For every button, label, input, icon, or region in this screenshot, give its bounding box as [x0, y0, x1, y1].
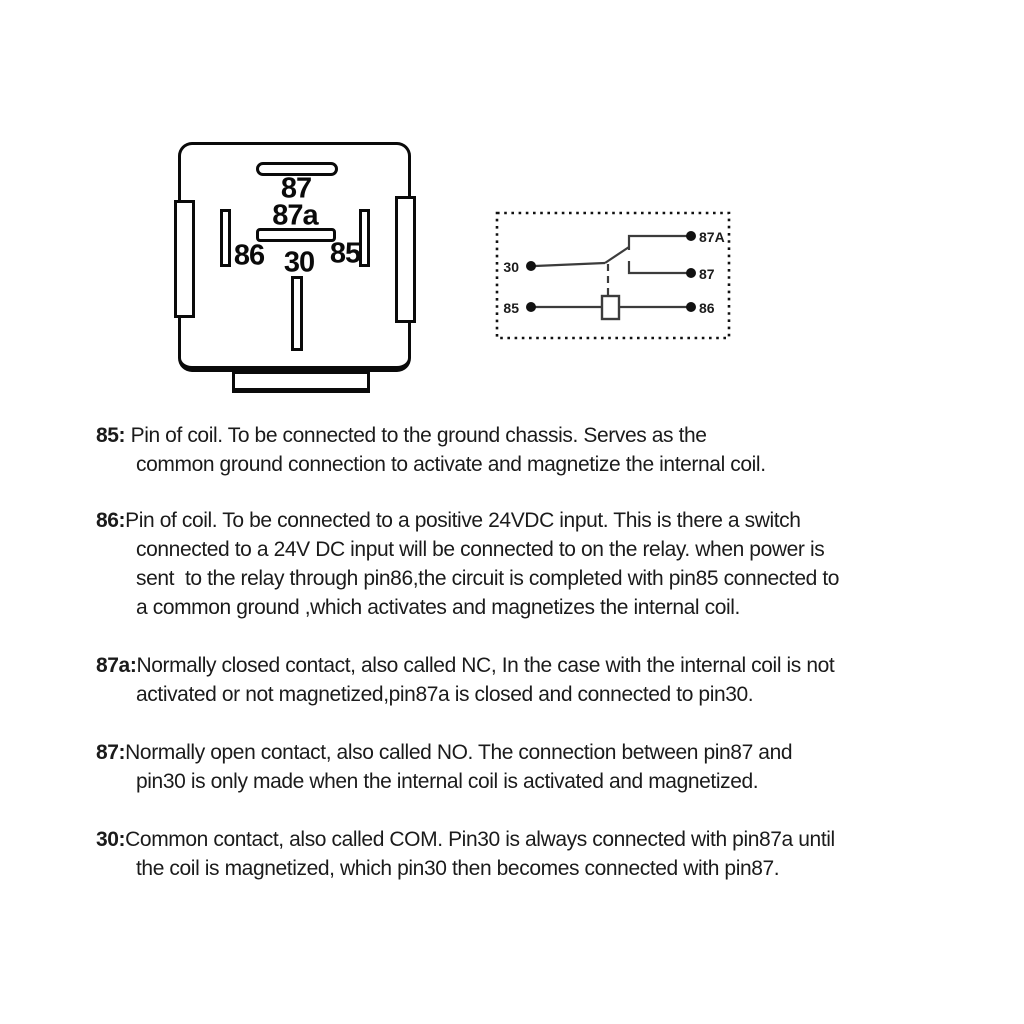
description-line: a common ground ,which activates and magnetizes the internal coil.	[136, 596, 740, 619]
description-line: 86:Pin of coil. To be connected to a positive 24VDC input. This is there a switch	[96, 509, 801, 532]
pin-87a-label: 87a:	[96, 654, 137, 677]
wire-87	[629, 261, 691, 273]
terminal-dot-30	[526, 261, 536, 271]
switch-arm	[605, 247, 629, 263]
pin-86-description	[96, 506, 839, 622]
relay-circuit-schematic	[490, 200, 750, 355]
schematic-label-87: 87	[699, 266, 715, 282]
wire-30	[535, 263, 605, 266]
pin-30-description	[96, 825, 835, 883]
description-line: connected to a 24V DC input will be connected to on the relay. when power is	[136, 538, 825, 561]
pin-label-87a: 87a	[272, 199, 318, 232]
coil-symbol	[602, 296, 619, 319]
description-line: the coil is magnetized, which pin30 then becomes connected with pin87.	[136, 857, 780, 880]
pin-label-30: 30	[283, 246, 315, 279]
terminal-dot-87a	[686, 231, 696, 241]
schematic-label-30: 30	[503, 259, 519, 275]
pin-slot-30	[291, 276, 303, 351]
pin-87a-description	[96, 651, 834, 709]
pin-85-label: 85:	[96, 424, 126, 447]
relay-bottom-tab	[232, 371, 370, 393]
relay-left-tab	[174, 200, 195, 318]
terminal-dot-87	[686, 268, 696, 278]
description-line: 85: Pin of coil. To be connected to the ground chassis. Serves as the	[96, 424, 707, 447]
wire-87a	[629, 236, 691, 250]
description-line: 87:Normally open contact, also called NO. The connection between pin87 and	[96, 741, 793, 764]
pin-30-label: 30:	[96, 828, 126, 851]
terminal-dot-86	[686, 302, 696, 312]
pin-87-description	[96, 738, 792, 796]
schematic-label-87a: 87A	[699, 229, 725, 245]
pin-86-label: 86:	[96, 509, 126, 532]
pin-slot-85	[359, 209, 370, 267]
schematic-label-86: 86	[699, 300, 715, 316]
schematic-label-85: 85	[503, 300, 519, 316]
pin-label-86: 86	[233, 239, 265, 272]
pin-label-85: 85	[329, 237, 361, 270]
pin-85-description	[96, 421, 766, 479]
pin-label-87: 87	[280, 172, 312, 205]
description-line: sent to the relay through pin86,the circuit is completed with pin85 connected to	[136, 567, 840, 590]
description-line: pin30 is only made when the internal coil is activated and magnetized.	[136, 770, 759, 793]
pin-slot-86	[220, 209, 231, 267]
relay-right-tab	[395, 196, 416, 323]
description-line: 30:Common contact, also called COM. Pin30 is always connected with pin87a until	[96, 828, 835, 851]
description-line: activated or not magnetized,pin87a is closed and connected to pin30.	[136, 683, 754, 706]
description-line: common ground connection to activate and magnetize the internal coil.	[136, 453, 766, 476]
terminal-dot-85	[526, 302, 536, 312]
description-line: 87a:Normally closed contact, also called NC, In the case with the internal coil is not	[96, 654, 835, 677]
pin-87-label: 87:	[96, 741, 126, 764]
